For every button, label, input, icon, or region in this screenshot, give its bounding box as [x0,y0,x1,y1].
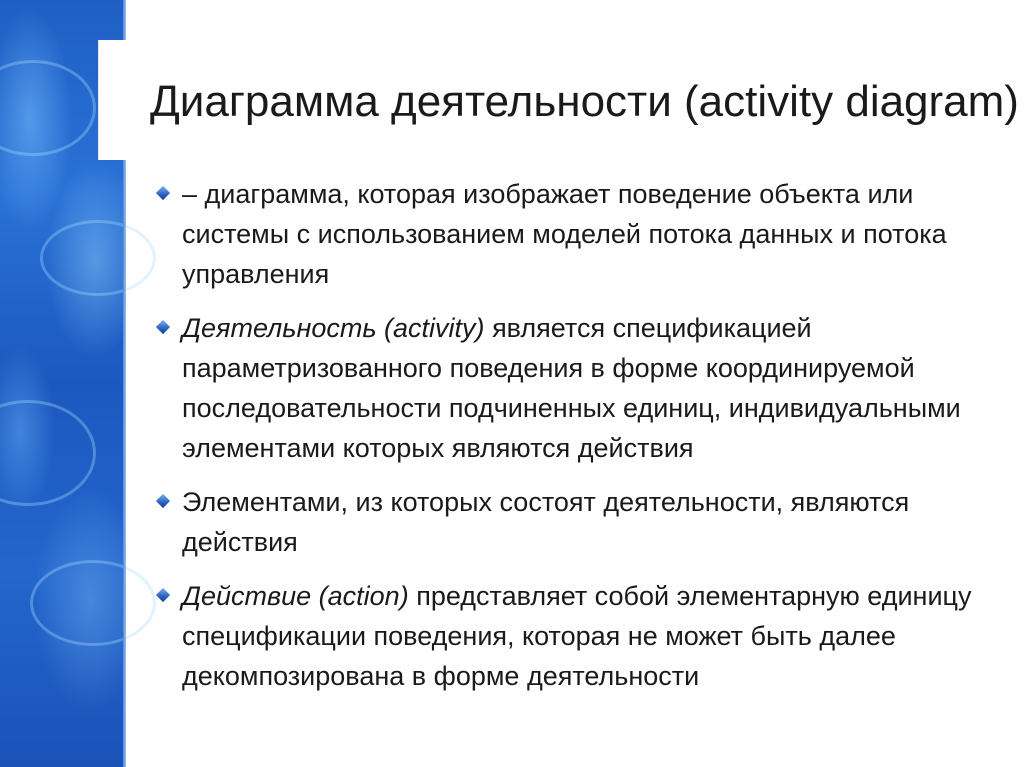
bullet-text: – диаграмма, которая изображает поведение объекта или системы с использованием моделей потока данных и потока управления [182,179,947,289]
wave-decoration [0,400,96,506]
bullet-item [158,174,998,294]
bullet-text: представляет собой элементарную единицу спецификации поведения, которая не может быть далее декомпозирована в форме деятельности [182,581,972,691]
bullet-text: Элементами, из которых состоят деятельности, являются действия [182,487,910,557]
slide-title: Диаграмма деятельности (activity diagram) [150,77,1019,126]
bullet-item [158,576,998,696]
wave-decoration [0,60,96,156]
bullet-list [158,174,998,710]
diamond-bullet-icon [156,320,170,334]
bullet-term: Деятельность (activity) [182,313,485,343]
diamond-bullet-icon [156,494,170,508]
bullet-item [158,308,998,468]
diamond-bullet-icon [156,186,170,200]
wave-decoration [30,560,156,646]
bullet-term: Действие (action) [182,581,409,611]
diamond-bullet-icon [156,588,170,602]
bullet-item [158,482,998,562]
bullet-text: является спецификацией параметризованного поведения в форме координируемой последовательности подчиненных единиц, индивидуальными элементами которых являются действия [182,313,961,463]
wave-decoration [40,220,156,296]
